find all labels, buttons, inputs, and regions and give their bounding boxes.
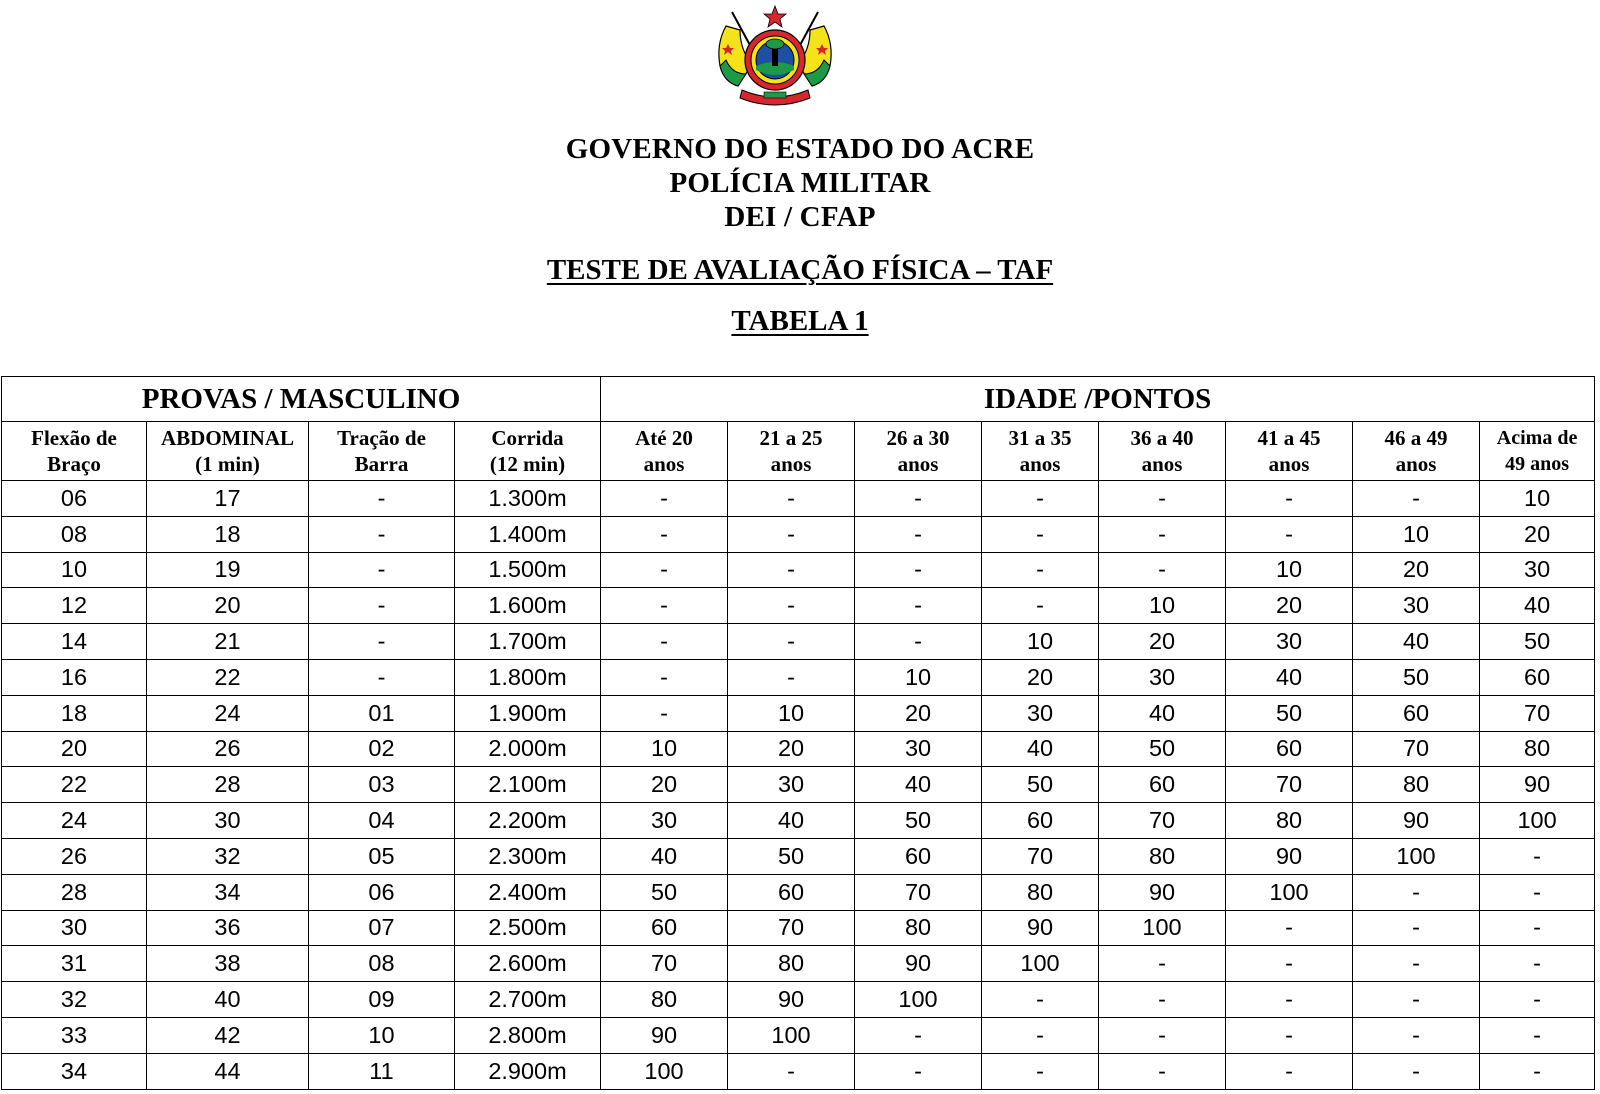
- column-header: [1353, 422, 1480, 481]
- table-cell: -: [1099, 946, 1226, 982]
- table-cell: -: [855, 516, 982, 552]
- table-cell: 10: [982, 624, 1099, 660]
- table-cell: 40: [855, 767, 982, 803]
- table-cell: 50: [1480, 624, 1595, 660]
- table-row: [2, 659, 1595, 695]
- column-header-line2: (12 min): [489, 452, 566, 476]
- table-cell: 01: [309, 695, 455, 731]
- table-row: [2, 731, 1595, 767]
- document-header: [0, 132, 1600, 234]
- table-row: [2, 695, 1595, 731]
- column-header-line1: Até 20: [635, 426, 693, 450]
- table-cell: 60: [982, 803, 1099, 839]
- table-cell: -: [1353, 946, 1480, 982]
- table-cell: -: [855, 1017, 982, 1053]
- table-cell: 18: [147, 516, 309, 552]
- table-cell: 40: [147, 982, 309, 1018]
- table-cell: 70: [728, 910, 855, 946]
- table-cell: 2.500m: [455, 910, 601, 946]
- column-header-line1: Corrida: [491, 426, 564, 450]
- table-cell: -: [982, 982, 1099, 1018]
- table-cell: 1.600m: [455, 588, 601, 624]
- table-cell: 07: [309, 910, 455, 946]
- table-cell: 70: [1099, 803, 1226, 839]
- table-cell: 08: [2, 516, 147, 552]
- table-cell: 22: [147, 659, 309, 695]
- table-cell: -: [1226, 516, 1353, 552]
- table-cell: 31: [2, 946, 147, 982]
- table-row: [2, 552, 1595, 588]
- table-cell: 70: [1226, 767, 1353, 803]
- table-cell: -: [1353, 1017, 1480, 1053]
- table-cell: 30: [855, 731, 982, 767]
- table-cell: 50: [1099, 731, 1226, 767]
- table-cell: 06: [309, 874, 455, 910]
- table-cell: -: [601, 659, 728, 695]
- table-cell: 21: [147, 624, 309, 660]
- table-cell: 10: [2, 552, 147, 588]
- column-header-line2: anos: [643, 452, 685, 476]
- table-cell: -: [728, 659, 855, 695]
- table-cell: -: [309, 588, 455, 624]
- table-cell: 50: [982, 767, 1099, 803]
- table-cell: 20: [855, 695, 982, 731]
- table-cell: 30: [1226, 624, 1353, 660]
- table-cell: 36: [147, 910, 309, 946]
- table-cell: 70: [982, 838, 1099, 874]
- table-row: [2, 838, 1595, 874]
- table-cell: -: [601, 481, 728, 517]
- table-cell: 100: [601, 1053, 728, 1089]
- table-cell: 60: [1353, 695, 1480, 731]
- column-header: [855, 422, 982, 481]
- table-cell: 14: [2, 624, 147, 660]
- table-cell: 70: [601, 946, 728, 982]
- table-cell: 50: [1226, 695, 1353, 731]
- table-cell: -: [982, 1017, 1099, 1053]
- table-cell: 1.500m: [455, 552, 601, 588]
- taf-score-table: [1, 376, 1595, 1090]
- table-row: [2, 946, 1595, 982]
- table-cell: 80: [982, 874, 1099, 910]
- table-cell: -: [1353, 874, 1480, 910]
- column-header-line1: ABDOMINAL: [160, 426, 294, 450]
- table-cell: 90: [601, 1017, 728, 1053]
- column-header: [455, 422, 601, 481]
- header-government: GOVERNO DO ESTADO DO ACRE: [565, 133, 1035, 165]
- table-title-text: TABELA 1: [731, 305, 869, 337]
- table-cell: 06: [2, 481, 147, 517]
- table-cell: 28: [2, 874, 147, 910]
- table-cell: 34: [147, 874, 309, 910]
- table-cell: -: [1099, 1017, 1226, 1053]
- table-cell: 100: [1480, 803, 1595, 839]
- column-header-line1: 31 a 35: [1008, 426, 1072, 450]
- table-cell: -: [982, 516, 1099, 552]
- table-cell: 30: [728, 767, 855, 803]
- table-cell: -: [1226, 1017, 1353, 1053]
- table-cell: 30: [2, 910, 147, 946]
- table-cell: 30: [982, 695, 1099, 731]
- table-cell: -: [1480, 1017, 1595, 1053]
- table-cell: 90: [1099, 874, 1226, 910]
- table-row: [2, 767, 1595, 803]
- column-header-line1: 41 a 45: [1257, 426, 1321, 450]
- table-cell: 09: [309, 982, 455, 1018]
- table-row: [2, 874, 1595, 910]
- table-row: [2, 481, 1595, 517]
- table-cell: 28: [147, 767, 309, 803]
- table-cell: 60: [601, 910, 728, 946]
- column-header-line1: Flexão de: [31, 426, 117, 450]
- column-header: [982, 422, 1099, 481]
- table-cell: 80: [855, 910, 982, 946]
- table-cell: 10: [309, 1017, 455, 1053]
- column-header: [147, 422, 309, 481]
- table-cell: 70: [1480, 695, 1595, 731]
- table-cell: 80: [1480, 731, 1595, 767]
- table-cell: 10: [728, 695, 855, 731]
- table-cell: -: [1226, 1053, 1353, 1089]
- table-cell: -: [309, 624, 455, 660]
- table-cell: -: [309, 552, 455, 588]
- table-row: [2, 982, 1595, 1018]
- table-cell: 1.700m: [455, 624, 601, 660]
- column-header-line2: anos: [770, 452, 812, 476]
- table-cell: 30: [601, 803, 728, 839]
- column-header-row: [2, 422, 1595, 481]
- table-cell: -: [728, 588, 855, 624]
- table-cell: 70: [1353, 731, 1480, 767]
- table-cell: -: [1480, 946, 1595, 982]
- table-cell: 100: [982, 946, 1099, 982]
- table-cell: 20: [728, 731, 855, 767]
- table-cell: -: [728, 481, 855, 517]
- table-cell: 05: [309, 838, 455, 874]
- table-cell: 40: [728, 803, 855, 839]
- table-cell: 19: [147, 552, 309, 588]
- column-header-line2: anos: [1268, 452, 1310, 476]
- table-cell: 11: [309, 1053, 455, 1089]
- table-cell: -: [601, 624, 728, 660]
- table-cell: 44: [147, 1053, 309, 1089]
- column-header-line1: Acima de: [1496, 427, 1578, 449]
- table-cell: 100: [1099, 910, 1226, 946]
- table-cell: -: [1099, 552, 1226, 588]
- table-cell: 20: [1480, 516, 1595, 552]
- table-cell: 20: [147, 588, 309, 624]
- table-cell: -: [855, 1053, 982, 1089]
- table-cell: 33: [2, 1017, 147, 1053]
- table-cell: 60: [855, 838, 982, 874]
- table-cell: 18: [2, 695, 147, 731]
- column-header-line2: anos: [1019, 452, 1061, 476]
- table-cell: 32: [147, 838, 309, 874]
- table-cell: 60: [1226, 731, 1353, 767]
- table-cell: -: [855, 588, 982, 624]
- table-cell: 30: [1099, 659, 1226, 695]
- table-cell: 40: [1226, 659, 1353, 695]
- table-cell: 20: [1226, 588, 1353, 624]
- table-cell: 2.700m: [455, 982, 601, 1018]
- table-cell: 22: [2, 767, 147, 803]
- table-cell: 24: [2, 803, 147, 839]
- table-cell: -: [855, 552, 982, 588]
- table-cell: 50: [601, 874, 728, 910]
- header-police: POLÍCIA MILITAR: [669, 167, 931, 199]
- table-row: [2, 1017, 1595, 1053]
- table-cell: 20: [982, 659, 1099, 695]
- subtitle-text: TESTE DE AVALIAÇÃO FÍSICA – TAF: [546, 254, 1054, 286]
- table-cell: 30: [1480, 552, 1595, 588]
- table-title: [0, 305, 1600, 338]
- table-cell: 90: [1353, 803, 1480, 839]
- state-coat-of-arms-icon: [712, 4, 838, 112]
- group-header-idade: IDADE /PONTOS: [601, 377, 1595, 422]
- table-cell: -: [982, 481, 1099, 517]
- column-header-line2: Barra: [354, 452, 409, 476]
- table-cell: -: [1353, 910, 1480, 946]
- table-row: [2, 803, 1595, 839]
- table-cell: 60: [728, 874, 855, 910]
- table-cell: -: [1099, 516, 1226, 552]
- column-header-line2: anos: [1141, 452, 1183, 476]
- table-cell: -: [982, 1053, 1099, 1089]
- table-cell: -: [1099, 481, 1226, 517]
- table-cell: -: [982, 588, 1099, 624]
- table-cell: 30: [1353, 588, 1480, 624]
- table-cell: -: [1353, 481, 1480, 517]
- table-cell: -: [1226, 982, 1353, 1018]
- table-cell: 60: [1480, 659, 1595, 695]
- table-cell: -: [601, 516, 728, 552]
- table-cell: 34: [2, 1053, 147, 1089]
- table-cell: 90: [855, 946, 982, 982]
- table-cell: -: [1353, 982, 1480, 1018]
- table-cell: 2.400m: [455, 874, 601, 910]
- table-cell: 2.900m: [455, 1053, 601, 1089]
- table-cell: 50: [855, 803, 982, 839]
- table-cell: -: [1353, 1053, 1480, 1089]
- table-row: [2, 910, 1595, 946]
- table-cell: 26: [2, 838, 147, 874]
- table-cell: -: [1099, 1053, 1226, 1089]
- table-cell: 26: [147, 731, 309, 767]
- table-cell: -: [1480, 838, 1595, 874]
- table-cell: 40: [982, 731, 1099, 767]
- table-cell: -: [1226, 910, 1353, 946]
- table-cell: -: [1480, 910, 1595, 946]
- table-cell: -: [728, 624, 855, 660]
- column-header: [309, 422, 455, 481]
- table-row: [2, 516, 1595, 552]
- table-cell: 80: [728, 946, 855, 982]
- document-subtitle: [0, 254, 1600, 287]
- column-header-line2: (1 min): [195, 452, 260, 476]
- table-cell: 20: [1099, 624, 1226, 660]
- table-cell: 12: [2, 588, 147, 624]
- column-header-line2: anos: [897, 452, 939, 476]
- table-cell: 10: [1353, 516, 1480, 552]
- table-cell: -: [728, 1053, 855, 1089]
- table-cell: 50: [1353, 659, 1480, 695]
- table-cell: 38: [147, 946, 309, 982]
- table-row: [2, 588, 1595, 624]
- table-cell: 08: [309, 946, 455, 982]
- table-cell: 60: [1099, 767, 1226, 803]
- table-cell: 2.300m: [455, 838, 601, 874]
- column-header-line1: 26 a 30: [886, 426, 950, 450]
- column-header: [601, 422, 728, 481]
- table-cell: 40: [601, 838, 728, 874]
- table-cell: 80: [601, 982, 728, 1018]
- table-cell: 10: [855, 659, 982, 695]
- table-cell: 50: [728, 838, 855, 874]
- table-cell: -: [601, 552, 728, 588]
- table-row: [2, 624, 1595, 660]
- table-cell: 17: [147, 481, 309, 517]
- table-cell: 1.400m: [455, 516, 601, 552]
- table-cell: 100: [855, 982, 982, 1018]
- table-cell: -: [309, 516, 455, 552]
- column-header: [2, 422, 147, 481]
- table-cell: 10: [1099, 588, 1226, 624]
- table-cell: -: [1480, 874, 1595, 910]
- table-cell: 90: [1480, 767, 1595, 803]
- table-cell: 10: [1480, 481, 1595, 517]
- table-cell: -: [1226, 481, 1353, 517]
- table-cell: 90: [1226, 838, 1353, 874]
- table-cell: -: [982, 552, 1099, 588]
- column-header: [728, 422, 855, 481]
- table-cell: 32: [2, 982, 147, 1018]
- table-cell: 2.000m: [455, 731, 601, 767]
- table-cell: 1.900m: [455, 695, 601, 731]
- column-header-line2: anos: [1395, 452, 1437, 476]
- table-cell: 90: [982, 910, 1099, 946]
- table-cell: 1.800m: [455, 659, 601, 695]
- table-cell: 30: [147, 803, 309, 839]
- table-cell: 80: [1099, 838, 1226, 874]
- table-cell: -: [1480, 982, 1595, 1018]
- table-cell: 20: [601, 767, 728, 803]
- table-row: [2, 1053, 1595, 1089]
- table-cell: -: [1099, 982, 1226, 1018]
- table-cell: -: [728, 552, 855, 588]
- table-cell: 02: [309, 731, 455, 767]
- table-cell: 2.600m: [455, 946, 601, 982]
- table-cell: 2.200m: [455, 803, 601, 839]
- column-header: [1099, 422, 1226, 481]
- group-header-provas: PROVAS / MASCULINO: [2, 377, 601, 422]
- table-cell: 42: [147, 1017, 309, 1053]
- column-header-line1: 36 a 40: [1130, 426, 1194, 450]
- table-cell: 40: [1099, 695, 1226, 731]
- table-cell: 04: [309, 803, 455, 839]
- table-cell: 24: [147, 695, 309, 731]
- column-header: [1480, 422, 1595, 481]
- table-cell: 10: [601, 731, 728, 767]
- table-cell: -: [855, 624, 982, 660]
- table-cell: 100: [728, 1017, 855, 1053]
- table-cell: 20: [2, 731, 147, 767]
- table-cell: 10: [1226, 552, 1353, 588]
- table-cell: 2.100m: [455, 767, 601, 803]
- table-cell: -: [309, 481, 455, 517]
- table-cell: 40: [1353, 624, 1480, 660]
- table-cell: 90: [728, 982, 855, 1018]
- table-cell: 100: [1226, 874, 1353, 910]
- table-cell: 2.800m: [455, 1017, 601, 1053]
- column-header-line1: 21 a 25: [759, 426, 823, 450]
- table-cell: 20: [1353, 552, 1480, 588]
- table-cell: 16: [2, 659, 147, 695]
- column-header-line1: Tração de: [337, 426, 426, 450]
- table-cell: 03: [309, 767, 455, 803]
- table-cell: -: [1480, 1053, 1595, 1089]
- table-cell: 70: [855, 874, 982, 910]
- header-department: DEI / CFAP: [724, 201, 876, 233]
- table-cell: -: [1226, 946, 1353, 982]
- column-header-line2: 49 anos: [1505, 453, 1570, 475]
- table-cell: 100: [1353, 838, 1480, 874]
- table-cell: 1.300m: [455, 481, 601, 517]
- table-cell: 80: [1353, 767, 1480, 803]
- column-header-line2: Braço: [47, 452, 101, 476]
- table-body: [2, 481, 1595, 1090]
- table-cell: -: [728, 516, 855, 552]
- table-cell: -: [309, 659, 455, 695]
- table-cell: -: [855, 481, 982, 517]
- table-cell: -: [601, 588, 728, 624]
- table-cell: -: [601, 695, 728, 731]
- column-header: [1226, 422, 1353, 481]
- column-header-line1: 46 a 49: [1384, 426, 1448, 450]
- table-cell: 80: [1226, 803, 1353, 839]
- table-cell: 40: [1480, 588, 1595, 624]
